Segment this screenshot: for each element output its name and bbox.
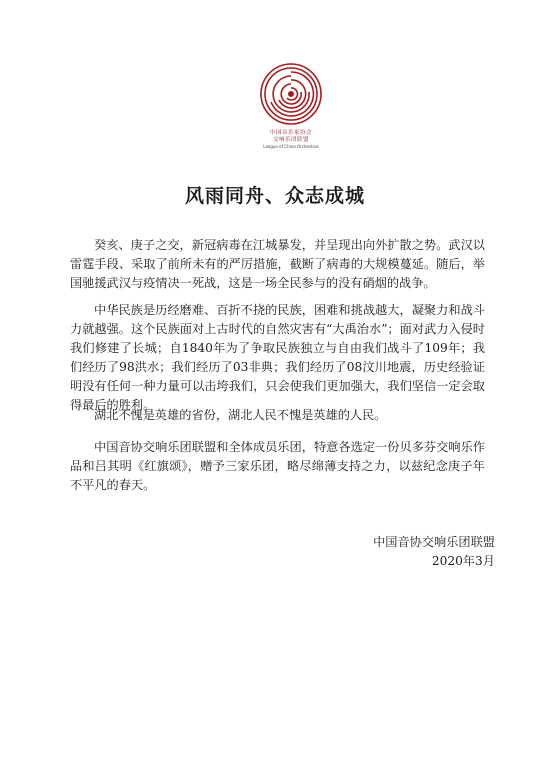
document-title: 风雨同舟、众志成城 [184,185,365,207]
organization-logo [251,62,331,149]
paragraph-2: 中华民族是历经磨难、百折不挠的民族，困难和挑战越大，凝聚力和战斗力就越强。这个民族面对上古时代的自然灾害有“大禹治水”；面对武力入侵时我们修建了长城；自1840年为了争取民族独立与自由我们战斗了109年；我们经历了98洪水；我们经历了03非典；我们经历了08汶川地震，历史经验证明没有任何一种力量可以击垮我们，只会使我们更加强大，我们坚信一定会取得最后的胜利。 [70,303,485,412]
paragraph-3: 湖北不愧是英雄的省份，湖北人民不愧是英雄的人民。 [94,408,387,422]
paragraph-4: 中国音协交响乐团联盟和全体成员乐团，特意各选定一份贝多芬交响乐作品和吕其明《红旗颂》，赠予三家乐团，略尽绵薄支持之力，以兹纪念庚子年不平凡的春天。 [70,440,485,492]
signature: 中国音协交响乐团联盟 [373,535,495,549]
concentric-circle-logo-icon [259,62,323,126]
logo-org-subname: 交响乐团联盟 [272,136,309,143]
logo-org-english: League of China Orchestras [263,143,319,149]
paragraph-1: 癸亥、庚子之交，新冠病毒在江城暴发，并呈现出向外扩散之势。武汉以雷霆手段、采取了前所未有的严厉措施，截断了病毒的大规模蔓延。随后，举国驰援武汉与疫情决一死战，这是一场全民参与的没有硝烟的战争。 [70,238,485,290]
logo-org-name: 中国音乐家协会 [269,130,312,136]
date: 2020年3月 [431,554,495,568]
logo-caption [263,130,318,149]
